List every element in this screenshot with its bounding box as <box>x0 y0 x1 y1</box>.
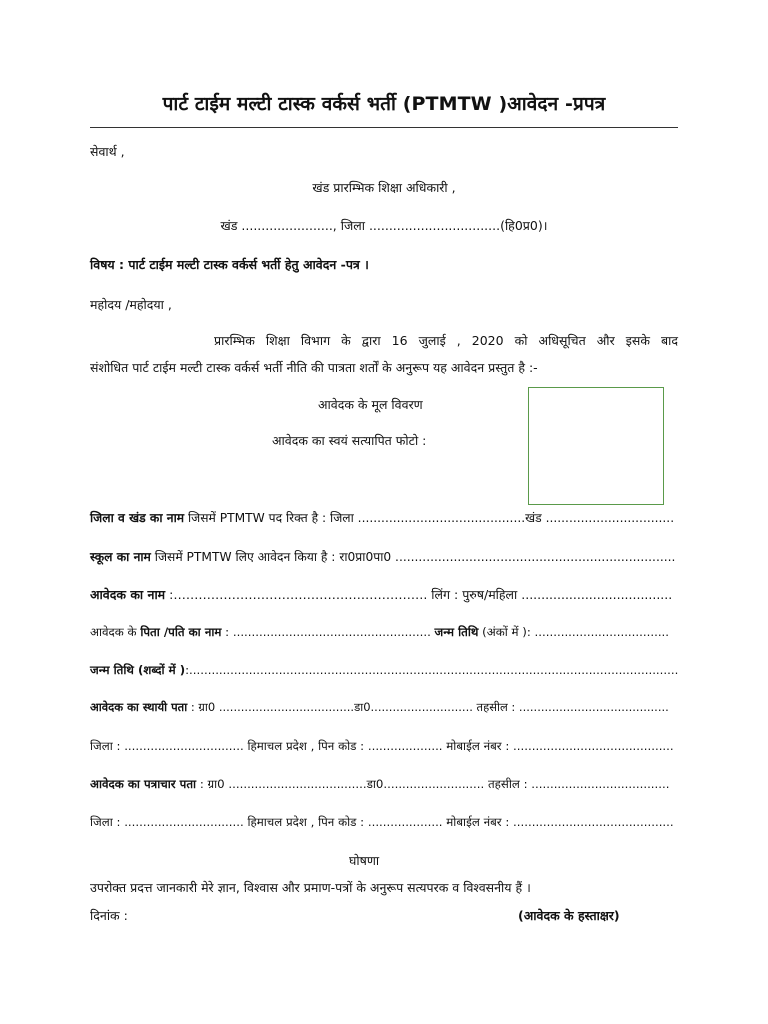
date-label: दिनांक : <box>90 908 128 923</box>
field-school <box>90 548 675 565</box>
field-dob-digits-text: (अंकों में ): .................................... <box>478 625 670 639</box>
field-dob-words-text: :................................................................................................................................... <box>185 663 679 677</box>
declaration-heading: घोषणा <box>349 853 380 868</box>
field-dob-words-label: जन्म तिथि (शब्दों में ) <box>90 663 186 677</box>
field-permanent-address <box>90 700 669 715</box>
field-district-block-label: जिला व खंड का नाम <box>90 511 185 525</box>
field-applicant-name-label: आवेदक का नाम <box>90 587 166 602</box>
field-school-text: जिसमें PTMTW लिए आवेदन किया है : रा0प्रा0पा0 ........................................................................ <box>150 550 676 564</box>
subject-line: विषय : पार्ट टाईम मल्टी टास्क वर्कर्स भर्ती हेतु आवेदन -पत्र । <box>90 257 369 272</box>
body-line-2: संशोधित पार्ट टाईम मल्टी टास्क वर्कर्स भर्ती नीति की पात्रता शर्तों के अनुरूप यह आवेदन प्रस्तुत है :- <box>90 360 538 375</box>
field-district-block <box>90 509 674 526</box>
addressee-location: खंड ......................., जिला .................................(हि0प्र0)। <box>220 218 548 233</box>
field-permanent-address-label: आवेदक का स्थायी पता <box>90 700 188 714</box>
addressee-officer: खंड प्रारम्भिक शिक्षा अधिकारी , <box>312 180 456 195</box>
field-applicant-name-text: :……………………………………………………. लिंग : पुरुष/महिला ...................................... <box>165 587 673 602</box>
photo-label: आवेदक का स्वयं सत्यापित फोटो : <box>272 433 427 448</box>
field-permanent-district: जिला : ................................ हिमाचल प्रदेश , पिन कोड : .................... मोबाईल नंबर : ........................................... <box>90 739 674 753</box>
field-postal-address <box>90 776 669 792</box>
field-school-label: स्कूल का नाम <box>90 550 151 564</box>
body-line-1: प्रारम्भिक शिक्षा विभाग के द्वारा 16 जुलाई , 2020 को अधिसूचित और इसके बाद <box>214 333 678 348</box>
field-parent-dots: : ..................................................... <box>221 625 435 639</box>
field-permanent-address-text: : ग्रा0 .....................................डा0............................ तहसील : ......................................... <box>187 700 669 714</box>
greeting: महोदय /महोदया , <box>90 297 172 312</box>
field-applicant-name <box>90 586 672 603</box>
field-postal-address-text: : ग्रा0 .....................................डा0........................... तहसील : ..................................... <box>196 777 670 791</box>
declaration-text: उपरोक्त प्रदत्त जानकारी मेरे ज्ञान, विश्वास और प्रमाण-पत्रों के अनुरूप सत्यपरक व विश्वसनीय हैं । <box>90 880 531 895</box>
title-divider <box>90 127 678 128</box>
form-title: पार्ट टाईम मल्टी टास्क वर्कर्स भर्ती (PTMTW )आवेदन -प्रपत्र <box>162 93 606 115</box>
field-district-block-text: जिसमें PTMTW पद रिक्त है : जिला ...........................................खंड ................................. <box>184 511 675 525</box>
field-postal-address-label: आवेदक का पत्राचार पता <box>90 777 197 791</box>
field-parent-name <box>90 624 669 640</box>
salutation: सेवार्थ , <box>90 144 125 159</box>
details-heading: आवेदक के मूल विवरण <box>318 397 423 412</box>
field-parent-prefix: आवेदक के <box>90 625 141 639</box>
signature-label: (आवेदक के हस्ताक्षर) <box>518 908 620 923</box>
field-dob-label: जन्म तिथि <box>434 625 479 639</box>
photo-box <box>528 387 664 505</box>
field-postal-district: जिला : ................................ हिमाचल प्रदेश , पिन कोड : .................... मोबाईल नंबर : ........................................... <box>90 815 674 829</box>
field-parent-label: पिता /पति का नाम <box>140 625 222 639</box>
field-dob-words <box>90 662 678 678</box>
